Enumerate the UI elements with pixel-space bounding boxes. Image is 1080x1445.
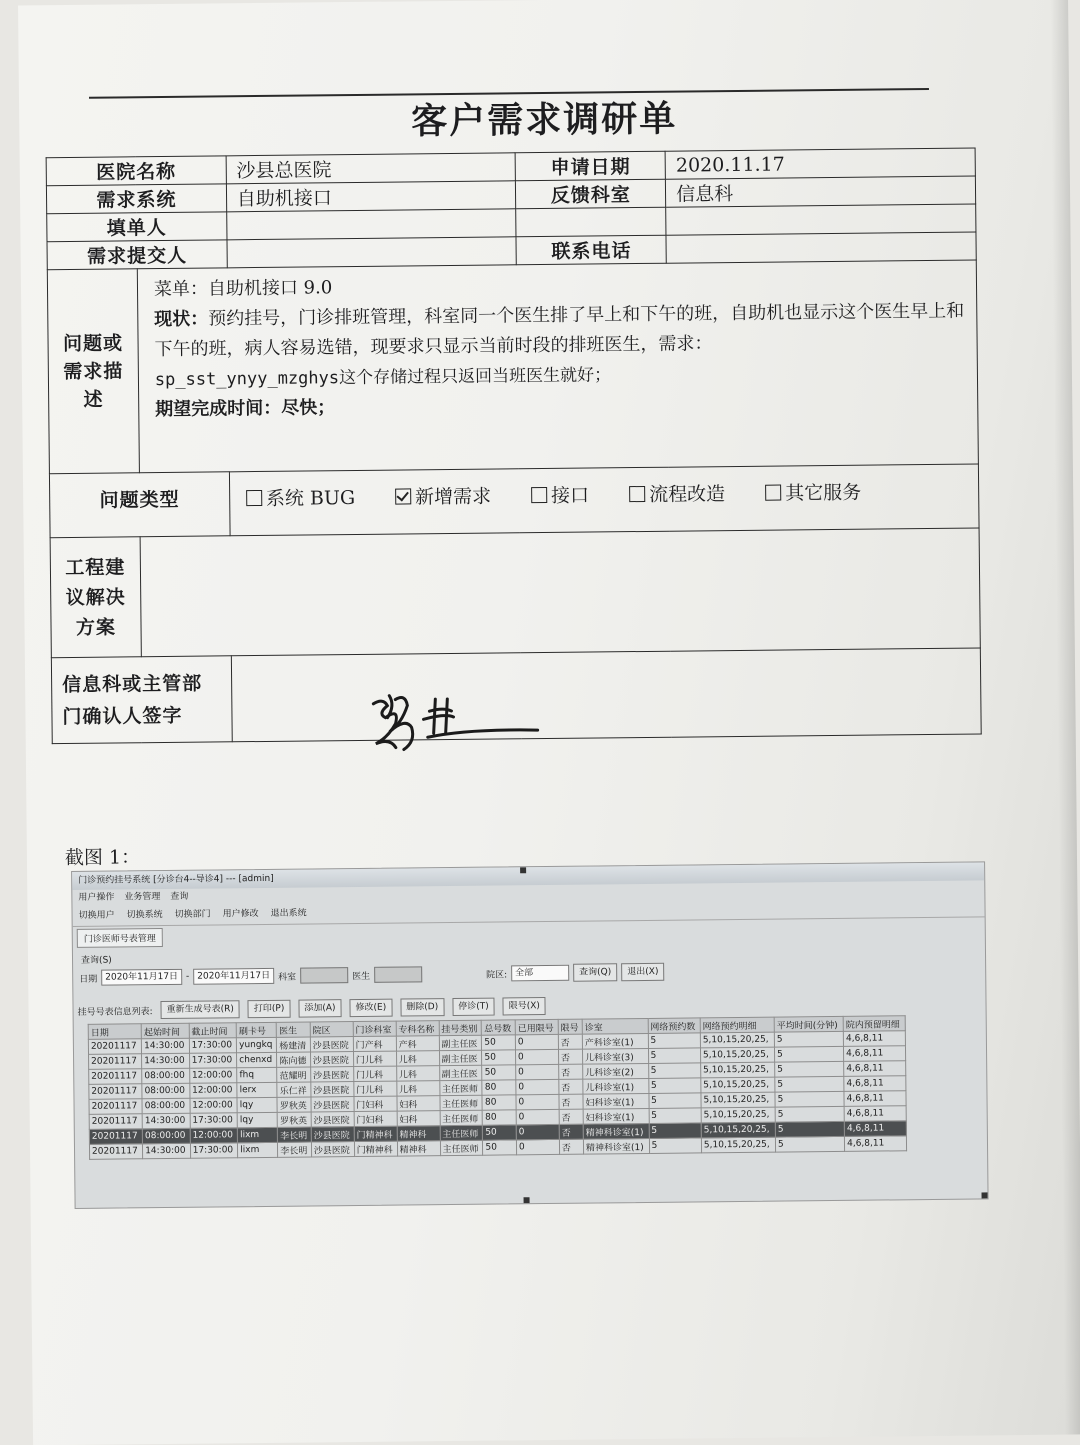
screenshot-caption: 截图 1： [64, 846, 141, 870]
solution-value [140, 528, 980, 657]
desc-procedure-line: sp_sst_ynyy_mzghys这个存储过程只返回当班医生就好； [154, 365, 612, 391]
grid-cell: 副主任医 [439, 1035, 482, 1050]
grid-cell: 否 [559, 1139, 583, 1154]
grid-column-header[interactable]: 起始时间 [141, 1023, 189, 1038]
grid-cell: 杨建清 [277, 1037, 311, 1052]
query-section-title: 查询(S) [80, 955, 112, 966]
grid-cell: 20201117 [89, 1069, 142, 1085]
grid-cell: 副主任医 [439, 1065, 482, 1080]
grid-cell: 否 [558, 1049, 582, 1064]
unchecked-box-icon[interactable] [765, 484, 781, 500]
grid-column-header[interactable]: 截止时间 [189, 1023, 237, 1038]
problem-type-cell [229, 464, 979, 536]
date-from-field[interactable]: 2020年11月17日 [101, 969, 182, 986]
desc-status-label: 现状： [154, 308, 209, 331]
grid-cell: 5 [774, 1031, 843, 1047]
grid-cell: 沙县医院 [310, 1067, 353, 1082]
grid-cell: 主任医师 [440, 1140, 483, 1155]
grid-column-header[interactable]: 平均时间(分钟) [774, 1016, 843, 1032]
dept-field[interactable] [300, 967, 348, 984]
grid-cell: 80 [483, 1110, 517, 1125]
area-select[interactable]: 全部 [511, 965, 569, 982]
grid-cell: 沙县医院 [311, 1127, 354, 1142]
grid-cell: 范耀明 [277, 1067, 311, 1082]
toolbar-button[interactable]: 切换用户 [78, 910, 115, 921]
unchecked-box-icon[interactable] [629, 485, 645, 501]
grid-column-header[interactable]: 诊室 [582, 1018, 648, 1034]
grid-cell: 5,10,15,20,25, [700, 1032, 774, 1048]
selection-handle [524, 1197, 530, 1203]
dept-label: 科室 [278, 972, 297, 983]
grid-cell: 主任医师 [440, 1110, 483, 1125]
unchecked-box-icon[interactable] [246, 489, 262, 505]
grid-cell: 沙县医院 [311, 1142, 354, 1157]
dept-label: 反馈科室 [516, 179, 666, 209]
grid-cell: 5,10,15,20,25, [701, 1107, 775, 1123]
grid-cell: 精神科 [397, 1126, 440, 1141]
grid-cell: 80 [482, 1095, 516, 1110]
grid-cell: 20201117 [88, 1039, 141, 1055]
grid-cell: 0 [515, 1034, 558, 1049]
filler-label: 填单人 [47, 212, 227, 242]
grid-cell: 0 [516, 1064, 559, 1079]
grid-cell: 20201117 [89, 1054, 142, 1070]
grid-cell: 4,6,8,11 [844, 1076, 906, 1092]
grid-cell: 儿科诊室(3) [582, 1048, 648, 1064]
grid-cell: 门精神科 [354, 1126, 397, 1141]
grid-cell: 50 [482, 1065, 516, 1080]
grid-cell: 门妇科 [354, 1111, 397, 1126]
tab-schedule-management[interactable]: 门诊医师号表管理 [77, 928, 163, 948]
document-title: 客户需求调研单 [411, 97, 678, 143]
grid-cell: 4,6,8,11 [844, 1061, 906, 1077]
grid-cell: 门产科 [353, 1036, 396, 1051]
paper-sheet [18, 0, 1080, 1445]
grid-cell: yungkq [237, 1037, 277, 1052]
dept-value: 信息科 [666, 176, 976, 207]
grid-cell: 5 [775, 1121, 844, 1137]
hospital-label: 医院名称 [46, 156, 226, 186]
unchecked-box-icon[interactable] [531, 486, 547, 502]
query-button[interactable]: 查询(Q) [573, 963, 617, 981]
grid-cell: 14:30:00 [142, 1053, 190, 1068]
grid-cell: 否 [559, 1124, 583, 1139]
grid-cell: lixm [237, 1127, 277, 1142]
app-titlebar: 门诊预约挂号系统 [分诊台4--导诊4] --- [admin] [72, 862, 984, 890]
selection-handle [982, 1192, 988, 1198]
grid-cell: 妇科诊室(1) [583, 1093, 649, 1109]
menu-item[interactable]: 查询 [170, 891, 189, 902]
grid-cell: 妇科诊室(1) [583, 1108, 649, 1124]
grid-cell: 50 [483, 1125, 517, 1140]
grid-cell: 80 [482, 1080, 516, 1095]
date-label: 日期 [79, 974, 98, 985]
grid-cell: 乐仁祥 [277, 1082, 311, 1097]
grid-cell: 5 [649, 1138, 701, 1154]
selection-handle [520, 867, 526, 873]
grid-cell: 沙县医院 [311, 1112, 354, 1127]
grid-cell: chenxd [237, 1052, 277, 1067]
grid-cell: 产科 [396, 1036, 439, 1051]
description-cell [137, 260, 978, 473]
grid-cell: 20201117 [89, 1129, 142, 1145]
grid-cell: 儿科诊室(2) [583, 1063, 649, 1079]
desc-status-text: 预约挂号，门诊排班管理，科室同一个医生排了早上和下午的班，自助机也显示这个医生早上和下午的班，病人容易选错，现要求只显示当前时段的排班医生，需求： [154, 300, 965, 361]
embedded-screenshot [71, 861, 988, 1209]
desc-deadline-line: 期望完成时间：尽快； [155, 397, 336, 421]
action-button[interactable]: 打印(P) [248, 1000, 291, 1018]
action-button[interactable]: 限号(X) [503, 997, 546, 1015]
grid-cell: 门儿科 [353, 1051, 396, 1066]
grid-column-header[interactable]: 专科名称 [396, 1021, 439, 1036]
grid-cell: 4,6,8,11 [844, 1046, 906, 1062]
grid-cell: 12:00:00 [190, 1098, 238, 1113]
handwritten-signature [355, 684, 546, 766]
grid-cell: 主任医师 [440, 1125, 483, 1140]
grid-cell: 5 [775, 1061, 844, 1077]
problem-type-option[interactable] [629, 479, 725, 507]
problem-type-label: 问题类型 [49, 472, 229, 538]
grid-cell: 4,6,8,11 [844, 1106, 906, 1122]
grid-column-header[interactable]: 日期 [88, 1024, 141, 1040]
actions-label: 挂号号表信息列表: [77, 1006, 153, 1018]
grid-cell: 12:00:00 [189, 1083, 237, 1098]
grid-cell: 5 [775, 1106, 844, 1122]
toolbar-button[interactable]: 切换部门 [174, 909, 211, 920]
grid-cell: 5 [648, 1063, 700, 1079]
grid-cell: lixm [238, 1142, 278, 1157]
grid-cell: 精神科 [397, 1141, 440, 1156]
problem-type-label: 其它服务 [785, 481, 862, 505]
grid-cell: lqy [237, 1112, 277, 1127]
grid-column-header[interactable]: 院区 [310, 1022, 353, 1037]
problem-type-option[interactable] [531, 481, 589, 509]
grid-cell: 5,10,15,20,25, [701, 1077, 775, 1093]
phone-value [666, 232, 976, 263]
system-value: 自助机接口 [226, 181, 516, 212]
grid-cell: 产科诊室(1) [582, 1033, 648, 1049]
toolbar-button[interactable]: 切换系统 [126, 910, 163, 921]
grid-cell: 妇科 [397, 1111, 440, 1126]
grid-cell: 主任医师 [439, 1095, 482, 1110]
grid-cell: 4,6,8,11 [843, 1031, 905, 1047]
grid-cell: 50 [482, 1050, 516, 1065]
grid-cell: 5 [648, 1048, 700, 1064]
grid-cell: 20201117 [89, 1114, 142, 1130]
grid-cell: 5,10,15,20,25, [701, 1122, 775, 1138]
grid-column-header[interactable]: 限号 [558, 1019, 582, 1034]
grid-cell: 12:00:00 [189, 1068, 237, 1083]
grid-cell: 门儿科 [354, 1081, 397, 1096]
grid-cell: fhq [237, 1067, 277, 1082]
grid-cell: 08:00:00 [142, 1128, 190, 1143]
grid-cell: 17:30:00 [189, 1053, 237, 1068]
grid-column-header[interactable]: 医生 [277, 1022, 311, 1037]
grid-column-header[interactable]: 挂号类别 [439, 1020, 482, 1035]
grid-cell: 20201117 [89, 1144, 142, 1160]
submitter-label: 需求提交人 [47, 240, 227, 270]
grid-cell: 50 [482, 1035, 516, 1050]
problem-type-option[interactable] [395, 482, 491, 510]
grid-cell: 17:30:00 [189, 1038, 237, 1053]
grid-cell: 08:00:00 [142, 1098, 190, 1113]
grid-cell: 否 [559, 1094, 583, 1109]
grid-cell: 否 [558, 1034, 582, 1049]
grid-cell: 20201117 [89, 1099, 142, 1115]
action-button[interactable]: 重新生成号表(R) [161, 1000, 240, 1019]
grid-cell: 儿科 [396, 1081, 439, 1096]
date-to-field[interactable]: 2020年11月17日 [193, 968, 274, 985]
problem-type-label: 接口 [551, 484, 590, 507]
grid-cell: 儿科 [396, 1051, 439, 1066]
grid-cell: 0 [515, 1049, 558, 1064]
toolbar-button[interactable]: 退出系统 [270, 908, 307, 919]
grid-cell: 20201117 [89, 1084, 142, 1100]
system-label: 需求系统 [46, 184, 226, 214]
grid-cell: 5 [649, 1108, 701, 1124]
grid-cell: 5 [648, 1078, 700, 1094]
grid-cell: 17:30:00 [190, 1143, 238, 1158]
signature-label: 信息科或主管部门确认人签字 [51, 656, 232, 744]
query-row: 日期 2020年11月17日 - 2020年11月17日 科室 医生 院区: 全部 查询(Q) 退出(X) [73, 956, 985, 990]
grid-cell: 0 [516, 1124, 559, 1139]
problem-type-option[interactable] [246, 483, 355, 511]
grid-column-header[interactable]: 网络预约数 [648, 1018, 700, 1034]
exit-button[interactable]: 退出(X) [621, 963, 664, 981]
grid-cell: 0 [516, 1094, 559, 1109]
grid-cell: 沙县医院 [310, 1037, 353, 1052]
grid-cell: 5 [775, 1091, 844, 1107]
problem-type-label: 流程改造 [649, 483, 726, 506]
grid-cell: 5 [775, 1076, 844, 1092]
grid-cell: 门儿科 [353, 1066, 396, 1081]
schedule-grid [88, 1015, 907, 1160]
grid-cell: 4,6,8,11 [844, 1091, 906, 1107]
grid-cell: 妇科 [397, 1096, 440, 1111]
description-label: 问题或需求描述 [47, 269, 139, 474]
menu-item[interactable]: 用户操作 [78, 892, 115, 903]
grid-cell: 50 [483, 1140, 517, 1155]
action-button[interactable]: 修改(E) [349, 999, 392, 1017]
grid-cell: 否 [559, 1079, 583, 1094]
action-button[interactable]: 添加(A) [298, 999, 341, 1017]
grid-cell: 5,10,15,20,25, [701, 1137, 775, 1153]
paper-edge-shadow [1050, 0, 1080, 1435]
signature-cell [231, 648, 981, 742]
phone-label: 联系电话 [516, 235, 666, 265]
grid-cell: 12:00:00 [190, 1128, 238, 1143]
submitter-value [227, 237, 517, 268]
grid-cell: 沙县医院 [311, 1097, 354, 1112]
grid-cell: 5,10,15,20,25, [701, 1092, 775, 1108]
menu-item[interactable]: 业务管理 [124, 892, 161, 903]
grid-cell: 罗秋英 [277, 1112, 311, 1127]
grid-cell: 5 [649, 1123, 701, 1139]
grid-cell: 4,6,8,11 [844, 1121, 906, 1137]
grid-cell: 5 [775, 1136, 844, 1152]
doctor-label: 医生 [352, 971, 371, 982]
grid-cell: 0 [516, 1079, 559, 1094]
grid-cell: 精神科诊室(1) [583, 1123, 649, 1139]
apply-date-label: 申请日期 [515, 151, 665, 181]
solution-label: 工程建议解决方案 [50, 537, 141, 658]
problem-type-options [240, 477, 969, 512]
grid-column-header[interactable]: 总号数 [482, 1020, 516, 1035]
grid-cell: 沙县医院 [311, 1082, 354, 1097]
action-button[interactable]: 停诊(T) [452, 998, 495, 1016]
grid-cell: 14:30:00 [142, 1113, 190, 1128]
grid-cell: 罗秋英 [277, 1097, 311, 1112]
grid-column-header[interactable]: 院内预留明细 [843, 1016, 905, 1032]
desc-menu-line: 菜单：自助机接口 9.0 [153, 277, 333, 301]
grid-cell: 14:30:00 [142, 1038, 190, 1053]
grid-column-header[interactable]: 网络预约明细 [700, 1017, 774, 1033]
grid-cell: 儿科诊室(1) [583, 1078, 649, 1094]
grid-cell: lqy [237, 1097, 277, 1112]
grid-cell: 门精神科 [354, 1141, 397, 1156]
grid-cell: 5,10,15,20,25, [700, 1047, 774, 1063]
problem-type-label: 系统 BUG [265, 486, 356, 510]
grid-cell: 5 [649, 1093, 701, 1109]
grid-cell: 08:00:00 [142, 1068, 190, 1083]
grid-cell: 0 [516, 1109, 559, 1124]
grid-column-header[interactable]: 门诊科室 [353, 1021, 396, 1036]
toolbar-button[interactable]: 用户修改 [222, 909, 259, 920]
grid-cell: 主任医师 [439, 1080, 482, 1095]
grid-cell: 陈向德 [277, 1052, 311, 1067]
grid-cell: 李长明 [278, 1127, 312, 1142]
problem-type-label: 新增需求 [414, 485, 492, 509]
grid-cell: 5 [774, 1046, 843, 1062]
grid-cell: 否 [559, 1109, 583, 1124]
action-button[interactable]: 删除(D) [400, 998, 444, 1016]
grid-cell: 08:00:00 [142, 1083, 190, 1098]
grid-cell: 门妇科 [354, 1096, 397, 1111]
grid-cell: 4,6,8,11 [845, 1136, 907, 1152]
doctor-field[interactable] [374, 966, 422, 983]
grid-cell: 5 [648, 1033, 700, 1049]
grid-cell: 5,10,15,20,25, [701, 1062, 775, 1078]
grid-column-header[interactable]: 刷卡号 [236, 1022, 276, 1037]
grid-cell: 儿科 [396, 1066, 439, 1081]
grid-cell: 17:30:00 [190, 1113, 238, 1128]
area-label: 院区: [486, 969, 508, 981]
requirement-form [46, 147, 982, 744]
apply-date-value: 2020.11.17 [665, 148, 975, 179]
grid-cell: 李长明 [278, 1142, 312, 1157]
grid-column-header[interactable]: 已用限号 [515, 1019, 558, 1034]
grid-cell: 0 [516, 1139, 559, 1154]
problem-type-option[interactable] [765, 478, 861, 506]
grid-cell: 否 [558, 1064, 582, 1079]
checked-box-icon[interactable] [395, 488, 411, 504]
hospital-value: 沙县总医院 [226, 153, 516, 184]
grid-cell: 副主任医 [439, 1050, 482, 1065]
grid-cell: lerx [237, 1082, 277, 1097]
grid-cell: 14:30:00 [143, 1143, 191, 1158]
grid-cell: 精神科诊室(1) [583, 1138, 649, 1154]
grid-cell: 沙县医院 [310, 1052, 353, 1067]
filler-value [226, 209, 516, 240]
